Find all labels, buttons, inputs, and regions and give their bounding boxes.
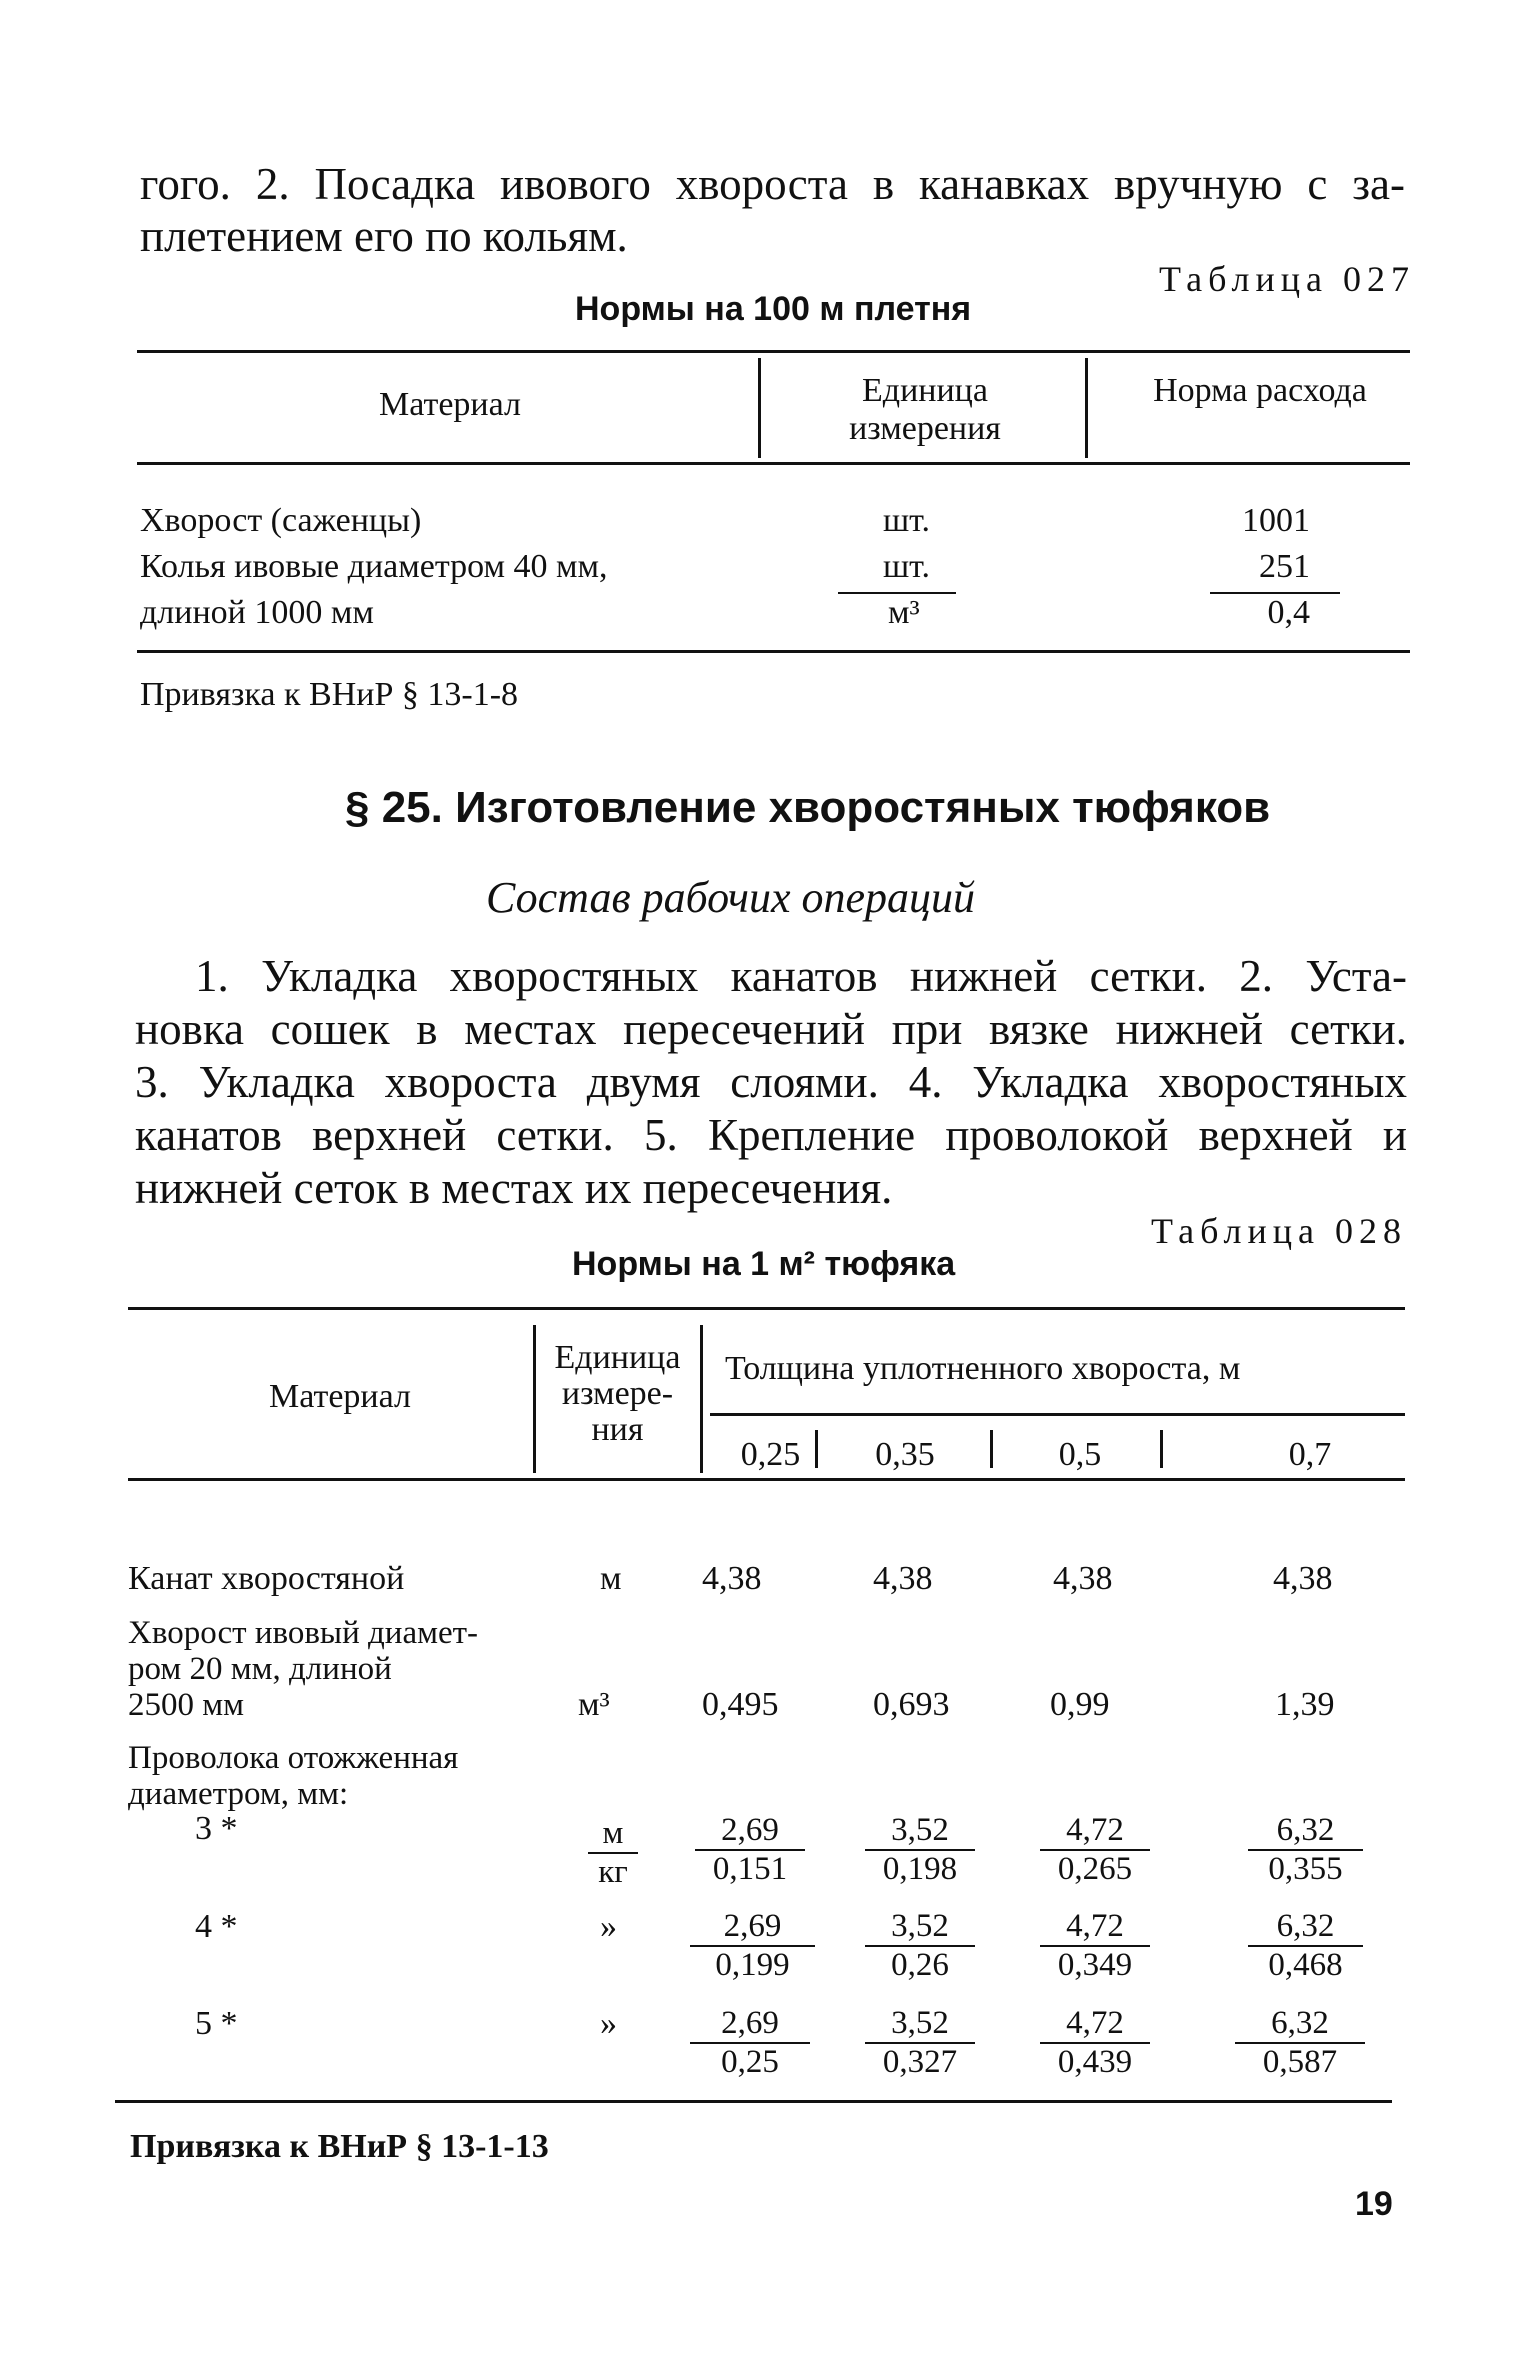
table-028-title: Нормы на 1 м² тюфяка <box>572 1245 956 1283</box>
value-top: 2,69 <box>721 1812 779 1848</box>
table-028-subcol-divider <box>1160 1430 1163 1468</box>
value-bottom: 0,587 <box>1235 2042 1365 2081</box>
row-canat-value: 4,38 <box>1273 1560 1333 1597</box>
unit-header-line: измере- <box>561 1375 674 1412</box>
unit-top: м <box>602 1815 624 1851</box>
section-heading: § 25. Изготовление хворостяных тюфяков <box>345 783 1271 832</box>
thickness-header-value: 0,35 <box>875 1436 935 1473</box>
value-top: 4,72 <box>1066 1908 1124 1944</box>
material-line: 2500 мм <box>128 1687 245 1723</box>
table-028-subcol-divider <box>990 1430 993 1468</box>
table-027-row-unit: шт. <box>883 502 930 539</box>
row-canat-unit: м <box>600 1560 622 1597</box>
row-canat-value: 4,38 <box>1053 1560 1113 1597</box>
table-028-col-divider <box>700 1325 703 1473</box>
value-top: 4,72 <box>1066 1812 1124 1848</box>
row-canat-material: Канат хворостяной <box>128 1560 405 1597</box>
row-brush-unit: м³ <box>578 1686 610 1723</box>
thickness-header-value: 0,7 <box>1288 1436 1332 1473</box>
row-wire4-value <box>1248 1908 1363 1984</box>
row-wire3-value <box>1248 1812 1363 1888</box>
table-027-row-norm: 251 <box>1259 548 1310 585</box>
table-027-row-norm: 0,4 <box>1267 594 1310 631</box>
table-027-row-unit: м³ <box>888 594 920 631</box>
row-brush-value: 0,693 <box>873 1686 950 1723</box>
row-canat-value: 4,38 <box>702 1560 762 1597</box>
intro-line: гого. 2. Посадка ивового хвороста в канавках вручную с за- <box>140 159 1405 209</box>
table-028-header-thickness: Толщина уплотненного хвороста, м <box>725 1350 1241 1387</box>
value-bottom: 0,355 <box>1248 1849 1363 1888</box>
value-bottom: 0,198 <box>865 1849 975 1888</box>
table-028-top-rule <box>128 1307 1405 1310</box>
section-subheading: Состав рабочих операций <box>486 873 976 922</box>
table-027-row-material: длиной 1000 мм <box>140 594 374 631</box>
page-number: 19 <box>1355 2185 1393 2223</box>
paragraph-line: 1. Укладка хворостяных канатов нижней сетки. 2. Уста- <box>195 951 1407 1001</box>
thickness-header-value: 0,25 <box>740 1436 801 1473</box>
row-wire3-value <box>1040 1812 1150 1888</box>
value-top: 3,52 <box>891 2005 949 2041</box>
row-wire3-value <box>695 1812 805 1888</box>
value-top: 6,32 <box>1271 2005 1329 2041</box>
table-028-col-divider <box>533 1325 536 1473</box>
table-027-row-norm: 1001 <box>1242 502 1310 539</box>
row-wire5-value <box>865 2005 975 2081</box>
material-line: Проволока отожженная <box>128 1740 459 1776</box>
row-brush-material <box>128 1615 478 1723</box>
value-top: 3,52 <box>891 1812 949 1848</box>
value-bottom: 0,151 <box>695 1849 805 1888</box>
table-028-bottom-rule <box>115 2100 1392 2103</box>
value-top: 6,32 <box>1276 1908 1335 1944</box>
table-027-label: Таблица 027 <box>1159 259 1415 299</box>
table-028-header-material: Материал <box>269 1378 411 1415</box>
value-bottom: 0,25 <box>690 2042 810 2081</box>
value-bottom: 0,349 <box>1040 1945 1150 1984</box>
row-wire5-label: 5 * <box>195 2005 238 2042</box>
table-027-row-material: Хворост (саженцы) <box>140 502 422 539</box>
value-top: 3,52 <box>891 1908 949 1944</box>
row-wire5-value <box>1040 2005 1150 2081</box>
row-wire5-value <box>1235 2005 1365 2081</box>
table-028-subcol-divider <box>815 1430 818 1468</box>
row-wire3-value <box>865 1812 975 1888</box>
value-top: 4,72 <box>1066 2005 1124 2041</box>
row-wire4-value <box>1040 1908 1150 1984</box>
table-027-bottom-rule <box>137 650 1410 653</box>
table-027-title: Нормы на 100 м плетня <box>575 290 972 328</box>
unit-header-line: ния <box>591 1411 644 1448</box>
table-027-header-rule <box>137 462 1410 465</box>
row-brush-value: 0,495 <box>702 1686 779 1723</box>
row-wire5-value <box>690 2005 810 2081</box>
table-027-reference: Привязка к ВНиР § 13-1-8 <box>140 676 519 713</box>
row-wire4-value <box>690 1908 815 1984</box>
value-bottom: 0,199 <box>690 1945 815 1984</box>
value-top: 2,69 <box>721 2005 779 2041</box>
value-bottom: 0,26 <box>865 1945 975 1984</box>
table-028-header-rule <box>128 1478 1405 1481</box>
row-wire4-label: 4 * <box>195 1908 238 1945</box>
table-027-col-divider <box>758 358 761 458</box>
table-028-header-unit <box>540 1340 695 1448</box>
operations-paragraph <box>135 950 1407 1215</box>
paragraph-line: канатов верхней сетки. 5. Крепление проволокой верхней и <box>135 1110 1407 1160</box>
row-wire4-value <box>865 1908 975 1984</box>
row-wire3-unit <box>588 1815 638 1891</box>
intro-line: плетением его по кольям. <box>140 211 628 261</box>
paragraph-line: 3. Укладка хвороста двумя слоями. 4. Укладка хворостяных <box>135 1057 1407 1107</box>
paragraph-line: нижней сеток в местах их пересечения. <box>135 1163 893 1213</box>
material-line: Хворост ивовый диамет- <box>128 1615 479 1651</box>
material-line: ром 20 мм, длиной <box>128 1651 392 1687</box>
thickness-header-value: 0,5 <box>1058 1436 1102 1473</box>
value-bottom: 0,439 <box>1040 2042 1150 2081</box>
table-028-label: Таблица 028 <box>1151 1211 1407 1251</box>
table-027-header-unit: Единица измерения <box>849 372 1001 447</box>
table-028-reference: Привязка к ВНиР § 13-1-13 <box>130 2128 549 2165</box>
row-wire-material <box>128 1740 458 1812</box>
value-bottom: 0,265 <box>1040 1849 1150 1888</box>
table-027-header-material: Материал <box>379 386 521 423</box>
unit-bottom: кг <box>588 1852 638 1891</box>
table-027-header-norm: Норма расхода <box>1153 372 1367 409</box>
row-wire4-unit: » <box>600 1908 617 1945</box>
value-bottom: 0,327 <box>865 2042 975 2081</box>
unit-header-line: Единица <box>554 1339 681 1376</box>
row-wire5-unit: » <box>600 2005 617 2042</box>
row-brush-value: 1,39 <box>1275 1686 1335 1723</box>
value-top: 6,32 <box>1276 1812 1335 1848</box>
material-line: диаметром, мм: <box>128 1776 349 1812</box>
intro-paragraph <box>140 158 1405 262</box>
value-bottom: 0,468 <box>1248 1945 1363 1984</box>
table-027-top-rule <box>137 350 1410 353</box>
paragraph-line: новка сошек в местах пересечений при вязке нижней сетки. <box>135 1004 1407 1054</box>
row-canat-value: 4,38 <box>873 1560 933 1597</box>
table-028-subheader-rule <box>710 1413 1405 1416</box>
table-027-row-unit: шт. <box>883 548 930 585</box>
table-027-row-material: Колья ивовые диаметром 40 мм, <box>140 548 608 585</box>
row-wire3-label: 3 * <box>195 1810 238 1847</box>
table-027-col-divider <box>1085 358 1088 458</box>
value-top: 2,69 <box>723 1908 782 1944</box>
row-brush-value: 0,99 <box>1050 1686 1110 1723</box>
